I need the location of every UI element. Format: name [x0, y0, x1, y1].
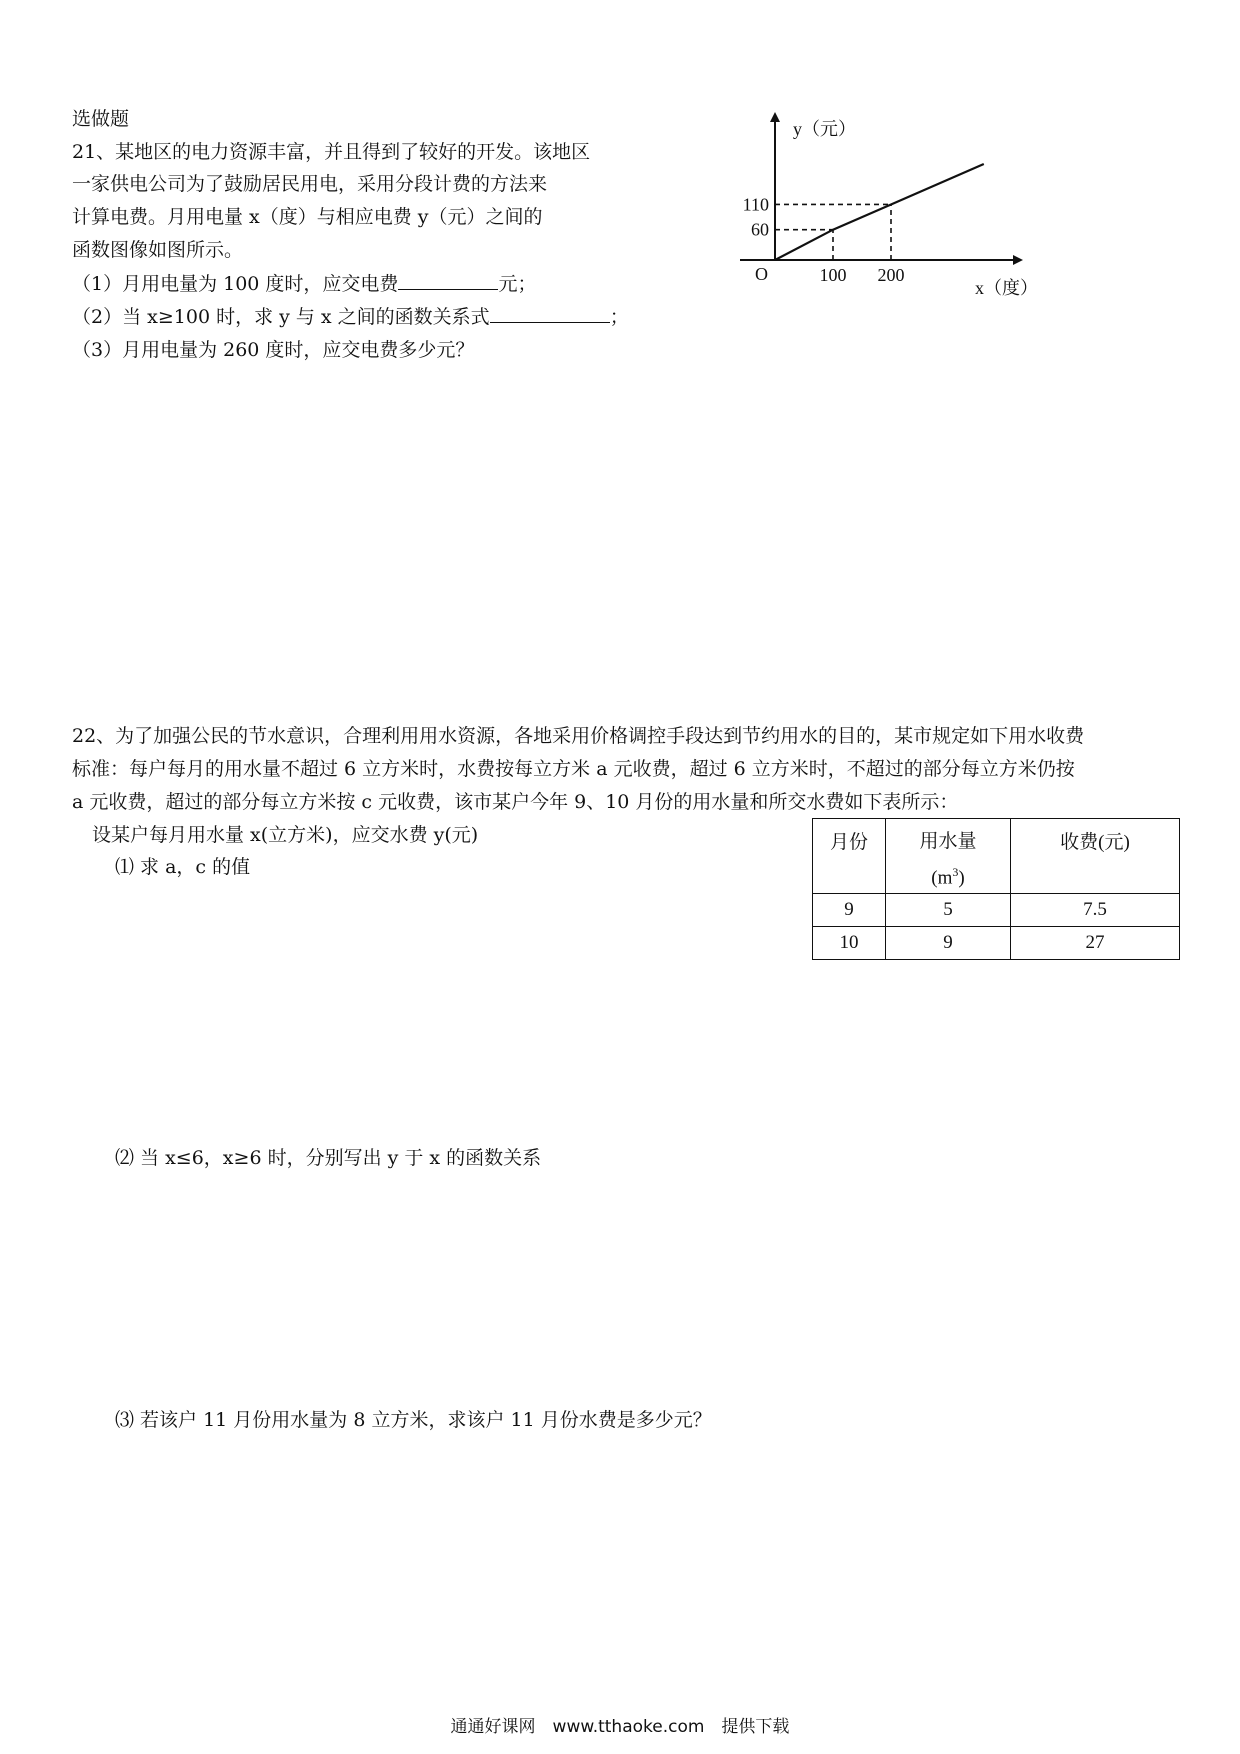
q22-setup: 设某户每月用水量 x(立方米)，应交水费 y(元) [92, 824, 479, 846]
q21-sub1 [72, 271, 536, 296]
q22-text-line: 22、为了加强公民的节水意识，合理利用用水资源，各地采用价格调控手段达到节约用水的目的，某市规定如下用水收费 [72, 725, 1085, 747]
table-cell: 5 [886, 894, 1011, 927]
table-header-cell: 收费(元) [1011, 819, 1180, 894]
answer-blank[interactable] [398, 271, 498, 290]
x-tick-label-200: 200 [877, 265, 905, 285]
q21-sub1-prefix: （1）月用电量为 100 度时，应交电费 [72, 273, 399, 295]
unit-exponent: 3 [952, 865, 959, 879]
q21-text-line: 计算电费。月用电量 x（度）与相应电费 y（元）之间的 [72, 206, 543, 228]
q21-sub1-suffix: 元； [498, 273, 537, 295]
table-cell: 10 [813, 927, 886, 960]
electricity-fee-graph [735, 100, 1065, 310]
water-usage-unit [886, 857, 1010, 893]
q21-text-line: 函数图像如图所示。 [72, 239, 244, 261]
table-row [813, 894, 1180, 927]
footer: 通通好课网 www.tthaoke.com 提供下载 [450, 1717, 790, 1737]
table-cell: 7.5 [1011, 894, 1180, 927]
q22-sub2: ⑵ 当 x≤6，x≥6 时，分别写出 y 于 x 的函数关系 [115, 1147, 542, 1169]
q21-text-line: 21、某地区的电力资源丰富，并且得到了较好的开发。该地区 [72, 141, 591, 163]
x-axis-label: x（度） [975, 278, 1038, 298]
unit-base: (m [931, 867, 953, 889]
table-header-cell [886, 819, 1011, 894]
water-fee-table [812, 818, 1180, 960]
table-header-row [813, 819, 1180, 894]
q22-sub1: ⑴ 求 a，c 的值 [115, 856, 251, 878]
table-cell: 27 [1011, 927, 1180, 960]
q22-sub3: ⑶ 若该户 11 月份用水量为 8 立方米，求该户 11 月份水费是多少元？ [115, 1409, 712, 1431]
y-tick-label-110: 110 [742, 194, 769, 215]
section-title: 选做题 [72, 108, 130, 130]
q21-sub2-suffix: ； [609, 306, 629, 328]
water-usage-header: 用水量 [919, 831, 977, 852]
q21-sub2 [72, 304, 629, 329]
table-cell: 9 [813, 894, 886, 927]
y-tick-label-60: 60 [751, 219, 769, 240]
x-tick-label-100: 100 [819, 265, 847, 285]
q21-sub3: （3）月用电量为 260 度时，应交电费多少元？ [72, 339, 475, 361]
unit-close: ) [958, 867, 965, 889]
origin-label: O [755, 264, 768, 284]
q22-text-line: 标准：每户每月的用水量不超过 6 立方米时，水费按每立方米 a 元收费，超过 6 立方米时，不超过的部分每立方米仍按 [72, 758, 1075, 780]
y-axis-label: y（元） [793, 119, 856, 139]
table-row [813, 927, 1180, 960]
answer-blank[interactable] [490, 304, 610, 323]
q21-sub2-prefix: （2）当 x≥100 时，求 y 与 x 之间的函数关系式 [72, 306, 490, 328]
q21-text-line: 一家供电公司为了鼓励居民用电，采用分段计费的方法来 [72, 173, 548, 195]
table-header-cell: 月份 [813, 819, 886, 894]
q22-text-line: a 元收费，超过的部分每立方米按 c 元收费，该市某户今年 9、10 月份的用水量和所交水费如下表所示： [72, 791, 959, 813]
fee-line [775, 164, 984, 260]
table-cell: 9 [886, 927, 1011, 960]
